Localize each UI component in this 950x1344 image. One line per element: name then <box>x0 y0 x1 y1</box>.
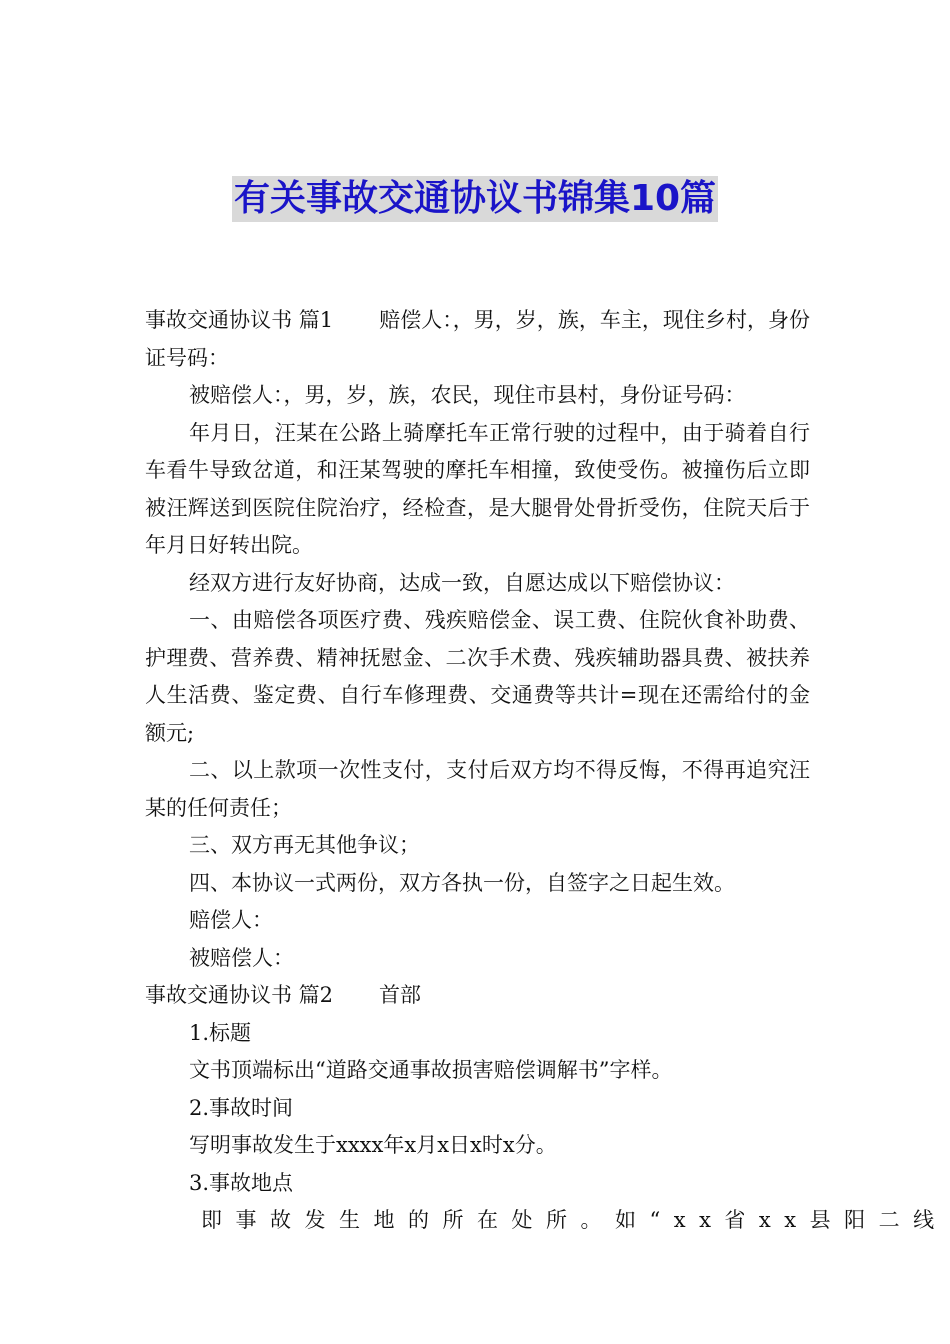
section1-heading: 事故交通协议书 篇1 <box>145 308 334 332</box>
item-1-text: 文书顶端标出“道路交通事故损害赔偿调解书”字样。 <box>189 1058 673 1082</box>
clause-3-paragraph: 三、双方再无其他争议； <box>189 833 420 857</box>
section2-heading: 事故交通协议书 篇2 <box>145 983 334 1007</box>
item-2-label: 2.事故时间 <box>189 1095 294 1120</box>
document-body <box>145 302 948 1240</box>
item-2-text: 写明事故发生于xxxx年x月x日x时x分。 <box>189 1133 557 1157</box>
item-1-label: 1.标题 <box>189 1020 252 1045</box>
section1-first-paragraph <box>145 302 810 377</box>
section2-first-part: 首部 <box>379 983 422 1007</box>
agreement-intro-paragraph: 经双方进行友好协商，达成一致，自愿达成以下赔偿协议： <box>189 570 735 595</box>
incident-paragraph: 年月日，汪某在公路上骑摩托车正常行驶的过程中，由于骑着自行车看牛导致岔道，和汪某驾驶的摩托车相撞，致使受伤。被撞伤后立即被汪辉送到医院住院治疗，经检查，是大腿骨处骨折受伤，住院天后于年月日好转出院。 <box>145 420 810 557</box>
clause-4-paragraph: 四、本协议一式两份，双方各执一份，自签字之日起生效。 <box>189 870 735 895</box>
clause-2-paragraph: 二、以上款项一次性支付，支付后双方均不得反悔，不得再追究汪某的任何责任； <box>145 758 810 820</box>
compensatee-paragraph: 被赔偿人：，男，岁，族，农民，现住市县村，身份证号码： <box>189 383 746 407</box>
signature-compensatee: 被赔偿人： <box>189 945 294 970</box>
title-block <box>0 176 950 222</box>
item-3-text: 即事故发生地的所在处所。如“xx省xx县阳二线 <box>201 1208 948 1232</box>
item-3-label: 3.事故地点 <box>189 1170 294 1195</box>
clause-1-paragraph: 一、由赔偿各项医疗费、残疾赔偿金、误工费、住院伙食补助费、护理费、营养费、精神抚慰金、二次手术费、残疾辅助器具费、被扶养人生活费、鉴定费、自行车修理费、交通费等共计=现在还需给付的金额元; <box>145 608 810 745</box>
document-title: 有关事故交通协议书锦集10篇 <box>232 176 718 222</box>
compensator-intro: 赔偿人：，男，岁，族，车主，现住乡村，身份证号码： <box>145 308 810 370</box>
section2-heading-line <box>145 977 810 1015</box>
signature-compensator: 赔偿人： <box>189 908 273 932</box>
